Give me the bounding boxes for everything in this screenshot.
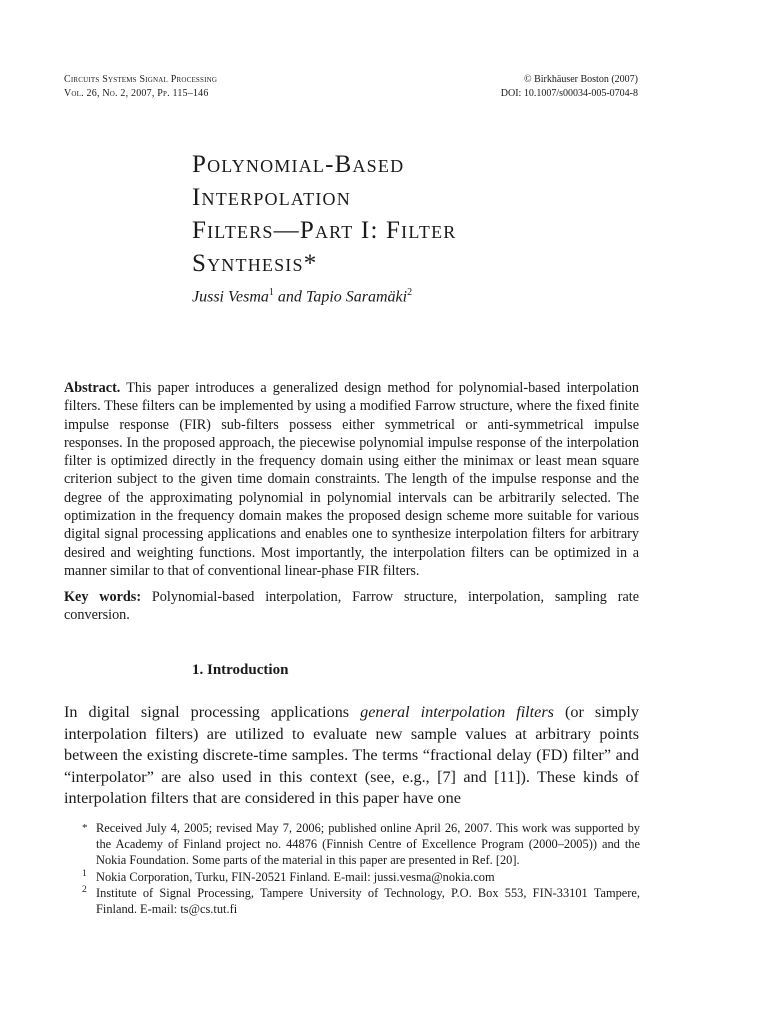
- introduction-paragraph: [64, 702, 639, 810]
- footnote-mark-2: 2: [82, 884, 87, 895]
- keywords: [64, 588, 639, 625]
- footnote-text: Nokia Corporation, Turku, FIN-20521 Finland. E-mail: jussi.vesma@nokia.com: [96, 869, 495, 884]
- footnote-text: Received July 4, 2005; revised May 7, 2006; published online April 26, 2007. This work was supported by the Academy of Finland project no. 44876 (Finnish Centre of Excellence Program (2000–2005)) and the Nokia Foundation. Some parts of the material in this paper are presented in Ref. [20].: [96, 821, 640, 868]
- title-line-2: Interpolation: [192, 184, 351, 211]
- intro-text-part-1: In digital signal processing applications: [64, 703, 361, 721]
- abstract: [64, 379, 639, 580]
- copyright-line: © Birkhäuser Boston (2007): [524, 74, 638, 85]
- section-heading-introduction: 1. Introduction: [192, 662, 289, 678]
- intro-italic-term: general interpolation filters: [360, 703, 554, 721]
- running-header-right: [501, 73, 638, 101]
- author-name-1: Jussi Vesma: [192, 288, 269, 306]
- footnote-mark-asterisk: *: [82, 822, 88, 834]
- doi-line: DOI: 10.1007/s00034-005-0704-8: [500, 88, 638, 99]
- footnotes: [64, 820, 640, 917]
- title-line-3: Filters—Part I: Filter: [192, 217, 457, 244]
- abstract-label: Abstract.: [64, 380, 121, 396]
- footnote-affiliation-1: [64, 869, 640, 885]
- abstract-text: This paper introduces a generalized design method for polynomial-based interpolation filters. These filters can be implemented by using a modified Farrow structure, where the fixed finite impulse response (FIR) sub-filters possess either symmetrical or anti-symmetrical impulse responses. In the proposed approach, the piecewise polynomial impulse response of the interpolation filter is optimized directly in the frequency domain using either the minimax or least mean square criterion subject to the given time domain constraints. The length of the impulse response and the degree of the approximating polynomial in polynomial intervals can be arbitrarily selected. The optimization in the frequency domain makes the proposed design scheme more suitable for various digital signal processing applications and enables one to synthesize interpolation filters for arbitrary desired and weighting functions. Most importantly, the interpolation filters can be optimized in a manner similar to that of conventional linear-phase FIR filters.: [64, 380, 639, 579]
- author-list: [192, 287, 412, 306]
- author-affiliation-mark-2: 2: [407, 287, 413, 298]
- keywords-label: Key words:: [64, 589, 142, 605]
- title-line-4: Synthesis*: [192, 250, 318, 277]
- volume-line: Vol. 26, No. 2, 2007, Pp. 115–146: [64, 88, 209, 99]
- running-header-left: [64, 73, 217, 101]
- footnote-mark-1: 1: [82, 868, 87, 879]
- intro-text-part-2: (or simply interpolation filters) are utilized to evaluate new sample values at arbitrary points between the existing discrete-time samples. The terms “fractional delay (FD) filter” and “interpolator” are also used in this context (see, e.g., [7] and [11]). These kinds of interpolation filters that are considered in this paper have one: [64, 703, 639, 807]
- keywords-text: Polynomial-based interpolation, Farrow structure, interpolation, sampling rate conversion.: [64, 589, 640, 624]
- author-affiliation-mark-1: 1: [268, 287, 274, 298]
- title-line-1: Polynomial-Based: [192, 151, 405, 178]
- author-conjunction: and: [277, 288, 302, 306]
- footnote-text: Institute of Signal Processing, Tampere University of Technology, P.O. Box 553, FIN-33101 Tampere, Finland. E-mail: ts@cs.tut.fi: [96, 885, 640, 917]
- footnote-received: [64, 820, 640, 869]
- footnote-affiliation-2: [64, 885, 640, 917]
- paper-title: [192, 148, 612, 280]
- author-name-2: Tapio Saramäki: [305, 288, 408, 306]
- journal-name: Circuits Systems Signal Processing: [64, 74, 218, 85]
